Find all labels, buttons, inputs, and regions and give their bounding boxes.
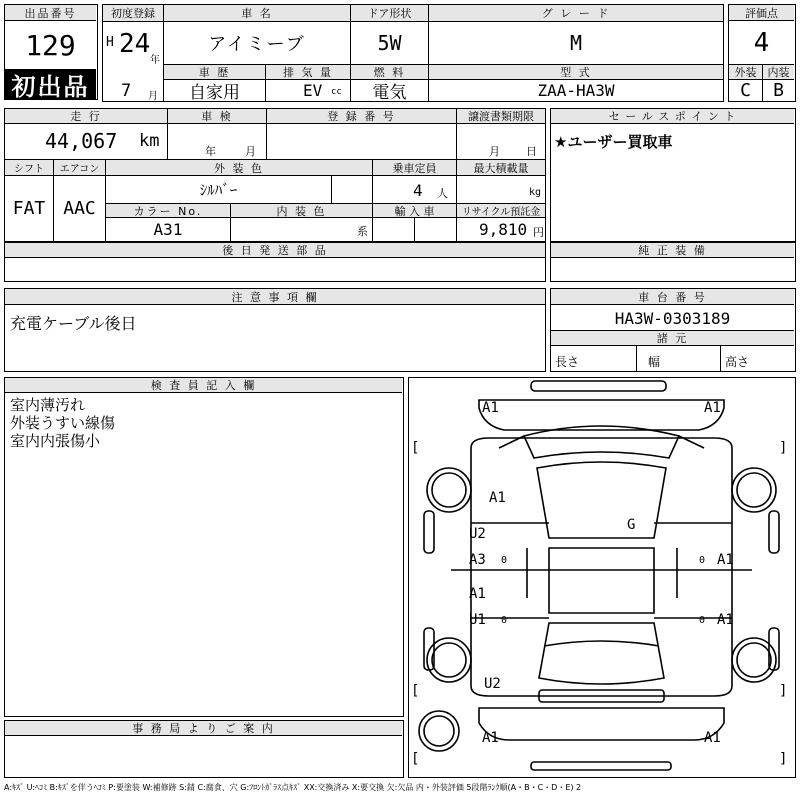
damage-mark-lf-fender: U2	[469, 526, 486, 542]
sales-point-box	[550, 108, 796, 242]
score-box	[728, 4, 796, 102]
first-reg-month: 7	[121, 81, 132, 101]
ext-color-value: ｼﾙﾊﾞｰ	[199, 181, 238, 199]
first-listing-badge: 初出品	[5, 69, 96, 99]
car-outline	[409, 378, 794, 776]
ext-score-label: 外装	[729, 65, 762, 79]
car-diagram	[408, 377, 796, 778]
fuel-label: 燃 料	[351, 65, 428, 79]
displacement-value: EV	[303, 81, 323, 100]
recycle-unit: 円	[533, 226, 544, 239]
grade-label: グ レ ー ド	[429, 5, 723, 21]
notes-text: 充電ケーブル後日	[10, 314, 137, 333]
transfer-day-unit: 日	[526, 145, 537, 158]
sales-point-text: ★ユーザー買取車	[554, 133, 673, 151]
capacity-label: 乗車定員	[373, 160, 456, 175]
mileage-unit: km	[139, 131, 160, 151]
lot-label: 出品番号	[5, 5, 96, 21]
grade-value: M	[569, 31, 583, 55]
damage-mark-hood: A1	[489, 490, 506, 506]
chassis-box	[550, 288, 796, 372]
shift-value: FAT	[12, 198, 46, 219]
later-parts-label: 後 日 発 送 部 品	[5, 243, 545, 258]
capacity-unit: 人	[437, 187, 448, 200]
damage-mark-rf-door: A1	[717, 552, 734, 568]
detail-block	[4, 108, 546, 242]
sales-point-label: セ ー ル ス ポ イ ン ト	[551, 109, 794, 124]
fuel-value: 電気	[372, 83, 407, 101]
aircon-value: AAC	[63, 198, 96, 219]
office-label: 事 務 局 よ り ご 案 内	[5, 721, 402, 736]
bracket-open: [	[411, 683, 420, 699]
damage-mark-rf-zero: 0	[699, 555, 706, 566]
displacement-unit: cc	[331, 87, 342, 97]
damage-mark-rl-bottom: A1	[482, 730, 499, 746]
history-label: 車 歴	[164, 65, 265, 79]
int-color-unit: 系	[357, 225, 368, 238]
aircon-label: エアコン	[54, 160, 105, 175]
score-label: 評価点	[729, 5, 794, 21]
notes-box	[4, 288, 546, 372]
year-unit: 年	[150, 55, 160, 66]
damage-mark-fl-top: A1	[482, 400, 499, 416]
model-label: 型 式	[429, 65, 723, 79]
damage-mark-rr-bottom: A1	[704, 730, 721, 746]
damage-mark-rr-door: A1	[717, 612, 734, 628]
score-value: 4	[753, 28, 770, 58]
later-parts-box	[4, 242, 546, 282]
vehicle-info-block	[102, 4, 724, 102]
lot-box	[4, 4, 98, 100]
bracket-open: [	[411, 440, 420, 456]
damage-mark-lr-zero: 0	[501, 615, 508, 626]
dims-label: 諸 元	[551, 331, 794, 346]
month-unit: 月	[148, 91, 158, 102]
recycle-label: リサイクル預託金	[457, 204, 545, 217]
history-value: 自家用	[189, 83, 240, 101]
int-score-label: 内装	[763, 65, 794, 79]
transfer-label: 譲渡書類期限	[457, 109, 545, 123]
damage-mark-l-quarter: U2	[484, 676, 501, 692]
inspection-month-unit: 月	[245, 145, 256, 158]
genuine-label: 純 正 装 備	[551, 243, 794, 258]
dims-height: 高さ	[725, 355, 750, 369]
mileage-label: 走 行	[5, 109, 167, 123]
transfer-month-unit: 月	[489, 145, 500, 158]
int-score-value: B	[773, 80, 784, 101]
era-letter: H	[106, 35, 114, 50]
damage-mark-lf-zero: 0	[501, 555, 508, 566]
inspector-lines	[10, 396, 115, 450]
notes-label: 注 意 事 項 欄	[5, 289, 545, 305]
car-name-label: 車 名	[164, 5, 350, 21]
import-label: 輸 入 車	[373, 204, 456, 217]
legend-text: A:ｷｽﾞ U:ﾍｺﾐ B:ｷｽﾞを伴うﾍｺﾐ P:要塗装 W:補修跡 S:錆 C:腐食、穴 G:ﾌﾛﾝﾄｶﾞﾗｽ点ｷｽﾞ XX:交換済み X:要交換 欠:欠品 内・外装評価 5段階ﾗﾝｸ順(A・B・C・D・E) 2	[4, 783, 582, 792]
bracket-close: ]	[779, 751, 788, 767]
first-reg-year: 24	[119, 29, 151, 59]
chassis-label: 車 台 番 号	[551, 289, 794, 305]
inspector-line: 室内内張傷小	[10, 432, 101, 450]
inspector-label: 検 査 員 記 入 欄	[5, 378, 402, 393]
damage-mark-lr-door2: U1	[469, 612, 486, 628]
color-no-label: カラー No.	[106, 204, 230, 217]
first-reg-label: 初度登録	[103, 5, 163, 21]
inspection-label: 車 検	[168, 109, 266, 123]
bracket-open: [	[411, 751, 420, 767]
max-load-unit: kg	[529, 187, 542, 198]
recycle-value: 9,810	[479, 220, 528, 239]
ext-color-label: 外 装 色	[106, 160, 372, 175]
chassis-value: HA3W-0303189	[614, 308, 731, 328]
dims-width: 幅	[648, 355, 661, 369]
damage-mark-rr-zero: 0	[699, 615, 706, 626]
color-no-value: A31	[153, 220, 183, 239]
door-value: 5W	[377, 31, 402, 55]
ext-score-value: C	[740, 80, 751, 101]
inspector-line: 外装うすい線傷	[10, 414, 116, 432]
inspector-line: 室内薄汚れ	[10, 396, 86, 414]
damage-mark-lf-door: A3	[469, 552, 486, 568]
car-name-value: アイミーブ	[208, 34, 306, 55]
inspection-year-unit: 年	[205, 145, 216, 158]
inspector-box	[4, 377, 404, 717]
bracket-close: ]	[779, 440, 788, 456]
genuine-box	[550, 242, 796, 282]
bracket-close: ]	[779, 683, 788, 699]
reg-number-label: 登 録 番 号	[267, 109, 456, 123]
mileage-value: 44,067	[45, 129, 118, 153]
door-label: ドア形状	[351, 5, 428, 21]
model-value: ZAA-HA3W	[537, 81, 615, 100]
dims-length: 長さ	[555, 355, 580, 369]
office-box	[4, 720, 404, 778]
displacement-label: 排 気 量	[266, 65, 350, 79]
int-color-label: 内 装 色	[231, 204, 372, 217]
capacity-value: 4	[413, 181, 423, 200]
damage-mark-glass: G	[627, 517, 636, 533]
damage-mark-lr-door: A1	[469, 586, 486, 602]
lot-number: 129	[25, 28, 76, 62]
damage-mark-fr-top: A1	[704, 400, 721, 416]
max-load-label: 最大積載量	[457, 160, 545, 175]
shift-label: シフト	[5, 160, 53, 175]
